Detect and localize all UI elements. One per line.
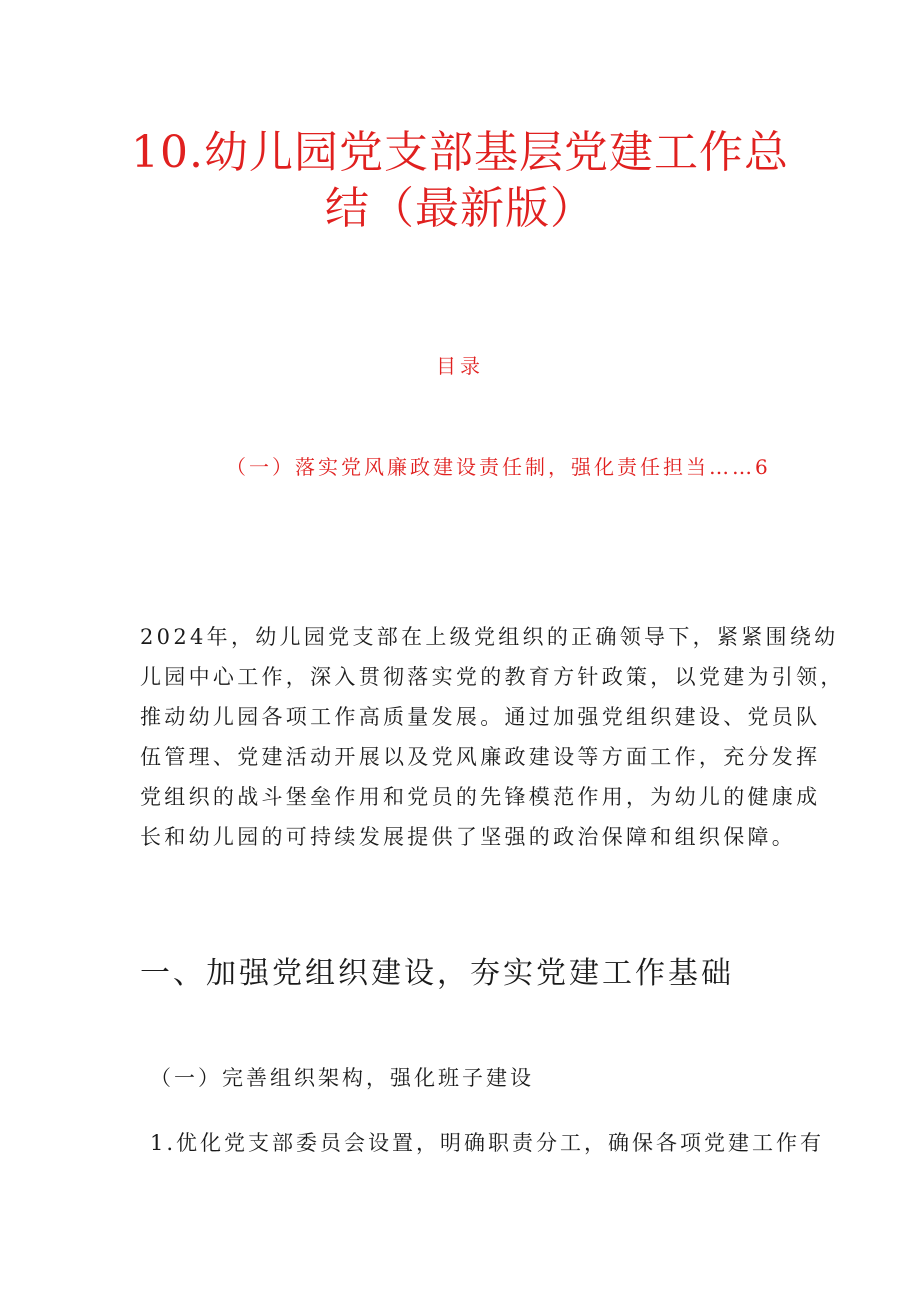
intro-line: 推动幼儿园各项工作高质量发展。通过加强党组织建设、党员队 [140, 705, 821, 729]
intro-line: 2024年，幼儿园党支部在上级党组织的正确领导下，紧紧围绕幼 [140, 625, 839, 649]
toc-heading: 目录 [436, 354, 484, 378]
list-item: 1.优化党支部委员会设置，明确职责分工，确保各项党建工作有 [150, 1131, 825, 1155]
intro-line: 儿园中心工作，深入贯彻落实党的教育方针政策，以党建为引领， [140, 665, 845, 689]
intro-line: 长和幼儿园的可持续发展提供了坚强的政治保障和组织保障。 [140, 825, 797, 849]
section-heading: 一、加强党组织建设，夯实党建工作基础 [140, 956, 734, 991]
subsection-heading: （一）完善组织架构，强化班子建设 [150, 1066, 534, 1090]
intro-line: 伍管理、党建活动开展以及党风廉政建设等方面工作，充分发挥 [140, 745, 821, 769]
document-title-line-2: 结（最新版） [325, 183, 595, 234]
toc-item[interactable]: （一）落实党风廉政建设责任制，强化责任担当……6 [226, 455, 771, 479]
document-title-line-1: 10.幼儿园党支部基层党建工作总 [131, 127, 789, 178]
intro-line: 党组织的战斗堡垒作用和党员的先锋模范作用，为幼儿的健康成 [140, 785, 821, 809]
intro-paragraph [140, 617, 845, 857]
